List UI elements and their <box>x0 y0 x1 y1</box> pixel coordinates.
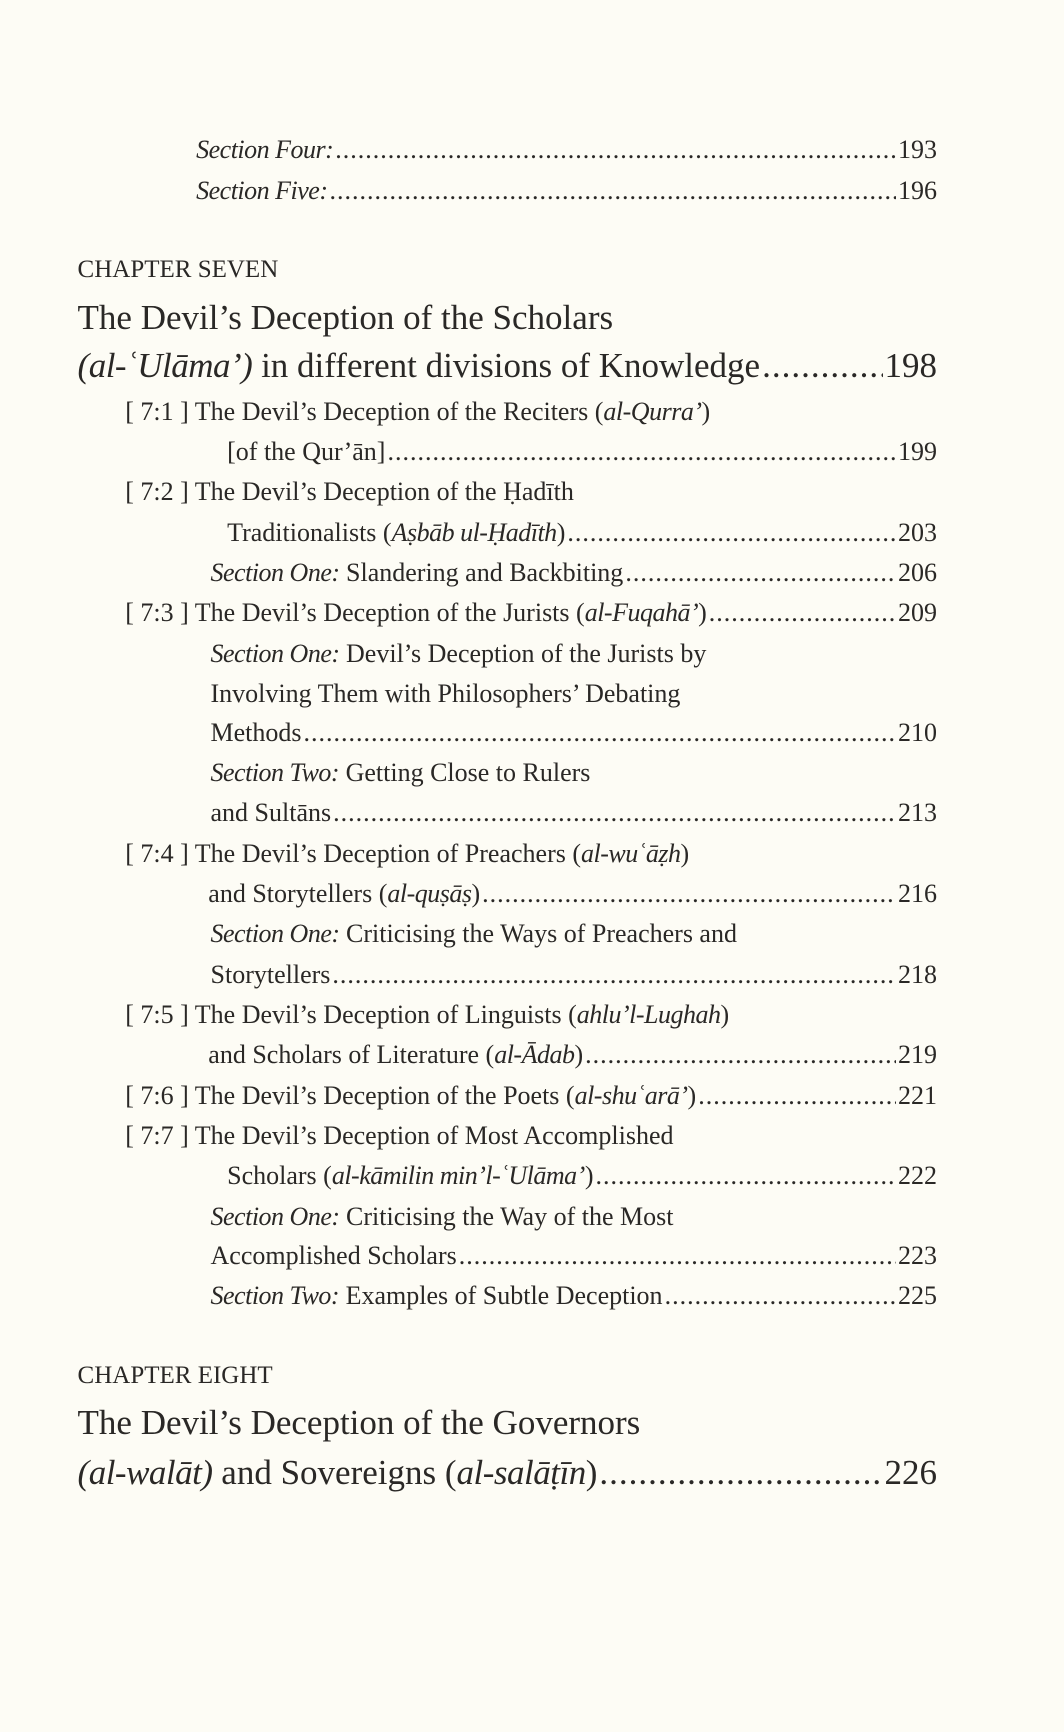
transliteration: Section Four: <box>196 134 334 164</box>
entry-text <box>211 917 737 951</box>
entry-text <box>211 1279 663 1313</box>
toc-entry <box>208 877 937 911</box>
transliteration: al-kāmilin min’l-ʿUlāma’ <box>331 1160 585 1190</box>
toc-entry <box>211 756 591 790</box>
page-number: 198 <box>884 345 937 385</box>
text: The Devil’s Deception of the Governors <box>77 1402 641 1442</box>
dot-leader <box>387 435 896 469</box>
text: ) <box>585 1452 598 1492</box>
dot-leader <box>698 1079 896 1113</box>
entry-text <box>125 1079 696 1113</box>
toc-entry <box>211 1279 937 1313</box>
page-number: 203 <box>898 517 937 547</box>
page-number: 196 <box>898 175 937 205</box>
text: [ 7:2 ] The Devil’s Deception of the Ḥadīth <box>125 476 574 506</box>
entry-text <box>78 1359 273 1393</box>
page-number: 219 <box>898 1039 937 1069</box>
dot-leader <box>304 716 896 750</box>
dot-leader <box>599 1450 882 1496</box>
toc-entry <box>211 556 937 590</box>
text: Criticising the Way of the Most <box>339 1201 674 1231</box>
text: [ 7:3 ] The Devil’s Deception of the Jurists ( <box>125 597 585 627</box>
dot-leader <box>762 343 882 389</box>
chapter-title <box>78 295 614 341</box>
dot-leader <box>625 556 896 590</box>
toc-entry <box>196 133 937 167</box>
page-number: 199 <box>898 437 937 467</box>
toc-entry <box>196 174 937 208</box>
entry-text <box>78 295 614 341</box>
toc-entry <box>211 637 707 671</box>
entry-text <box>125 596 707 630</box>
transliteration: al-Fuqahā’ <box>584 597 699 627</box>
text: [ 7:4 ] The Devil’s Deception of Preachers ( <box>125 839 582 869</box>
text: Slandering and Backbiting <box>339 557 624 587</box>
transliteration: Section One: <box>210 1201 340 1231</box>
page-number: 206 <box>898 557 937 587</box>
entry-text <box>211 716 302 750</box>
toc-entry <box>211 1239 937 1273</box>
text: Scholars ( <box>227 1160 332 1190</box>
entry-text <box>211 677 681 711</box>
toc-entry <box>125 1119 673 1153</box>
toc-entry <box>227 516 937 550</box>
entry-text <box>125 395 710 429</box>
page-number: 222 <box>898 1160 937 1190</box>
text: Examples of Subtle Deception <box>339 1281 663 1311</box>
text: ) <box>680 839 690 869</box>
entry-text <box>78 1400 641 1446</box>
page-number: 226 <box>884 1452 937 1492</box>
toc-entry <box>211 796 937 830</box>
transliteration: Section One: <box>210 638 340 668</box>
chapter-label <box>78 1359 273 1393</box>
toc-entry <box>125 475 574 509</box>
transliteration: Section One: <box>210 557 340 587</box>
toc-entry <box>208 1038 937 1072</box>
transliteration: al-shuʿarā’ <box>574 1080 688 1110</box>
transliteration: Aṣbāb ul-Ḥadīth <box>391 517 557 547</box>
toc-entry <box>211 716 937 750</box>
toc-entry <box>125 395 710 429</box>
transliteration: ahlu’l-Lughah <box>576 999 721 1029</box>
toc-entry <box>227 1159 937 1193</box>
entry-text <box>196 174 327 208</box>
text: Storytellers <box>210 960 331 990</box>
entry-text <box>211 556 624 590</box>
toc-entry <box>125 837 689 871</box>
page-number: 213 <box>898 798 937 828</box>
dot-leader <box>596 1159 896 1193</box>
transliteration: Section Five: <box>196 175 328 205</box>
chapter-title <box>78 1400 641 1446</box>
page-number: 225 <box>898 1281 937 1311</box>
entry-text <box>208 877 480 911</box>
entry-text <box>227 1159 593 1193</box>
transliteration: al-quṣāṣ <box>387 879 472 909</box>
dot-leader <box>329 174 896 208</box>
entry-text <box>125 837 689 871</box>
entry-text <box>125 1119 673 1153</box>
text: ) <box>584 1160 594 1190</box>
page-number: 218 <box>898 960 937 990</box>
toc-entry <box>211 1200 674 1234</box>
entry-text <box>227 435 385 469</box>
text: Traditionalists ( <box>227 517 392 547</box>
toc-entry <box>125 596 937 630</box>
text: and Storytellers ( <box>208 879 388 909</box>
dot-leader <box>709 596 896 630</box>
text: ) <box>698 597 707 627</box>
text: ) <box>687 1080 697 1110</box>
text: Methods <box>210 718 302 748</box>
text: Getting Close to Rulers <box>339 758 591 788</box>
entry-text <box>211 796 332 830</box>
text: in different divisions of Knowledge <box>252 345 761 385</box>
text: Involving Them with Philosophers’ Debating <box>210 678 681 708</box>
toc-entry <box>125 998 729 1032</box>
chapter-label <box>78 253 279 287</box>
page-number: 193 <box>898 134 937 164</box>
text: ) <box>574 1039 584 1069</box>
text: ) <box>471 879 481 909</box>
entry-text <box>125 998 729 1032</box>
text: ) <box>720 999 730 1029</box>
text: Criticising the Ways of Preachers and <box>339 919 737 949</box>
text: [ 7:6 ] The Devil’s Deception of the Poets ( <box>125 1080 575 1110</box>
entry-text <box>125 475 574 509</box>
entry-text <box>211 1200 674 1234</box>
text: [ 7:7 ] The Devil’s Deception of Most Accomplished <box>125 1120 674 1150</box>
entry-text <box>78 343 761 389</box>
entry-text <box>211 637 707 671</box>
entry-text <box>211 958 331 992</box>
transliteration: al-wuʿāẓh <box>581 839 681 869</box>
text: ) <box>556 517 566 547</box>
text: Accomplished Scholars <box>210 1241 457 1271</box>
text: ) <box>701 397 711 427</box>
transliteration: al-Qurra’ <box>603 397 702 427</box>
text: and Scholars of Literature ( <box>208 1039 495 1069</box>
toc-entry <box>125 1079 937 1113</box>
text: [ 7:5 ] The Devil’s Deception of Linguists ( <box>125 999 577 1029</box>
page-number: 223 <box>898 1241 937 1271</box>
entry-text <box>227 516 565 550</box>
toc-entry <box>211 917 737 951</box>
page-number: 221 <box>898 1080 937 1110</box>
transliteration: Section Two: <box>210 1281 340 1311</box>
entry-text <box>211 1239 457 1273</box>
page-number: 210 <box>898 718 937 748</box>
dot-leader <box>585 1038 896 1072</box>
chapter-title <box>78 1450 937 1496</box>
entry-text <box>196 133 333 167</box>
chapter-title <box>78 343 937 389</box>
text: CHAPTER SEVEN <box>77 256 279 284</box>
dot-leader <box>567 516 896 550</box>
transliteration: al-Ādab <box>494 1039 575 1069</box>
transliteration: (al-ʿUlāma’) <box>77 345 253 385</box>
page-number: 216 <box>898 879 937 909</box>
dot-leader <box>333 796 896 830</box>
entry-text <box>78 253 279 287</box>
toc-entry <box>227 435 937 469</box>
toc-entry <box>211 958 937 992</box>
text: Devil’s Deception of the Jurists by <box>339 638 707 668</box>
text: The Devil’s Deception of the Scholars <box>77 297 614 337</box>
transliteration: Section One: <box>210 919 340 949</box>
entry-text <box>211 756 591 790</box>
text: and Sovereigns ( <box>212 1452 457 1492</box>
entry-text <box>208 1038 583 1072</box>
text: [ 7:1 ] The Devil’s Deception of the Reciters ( <box>125 397 604 427</box>
dot-leader <box>482 877 896 911</box>
transliteration: (al-walāt) <box>77 1452 213 1492</box>
transliteration: al-salāṭīn <box>456 1452 586 1492</box>
entry-text <box>78 1450 598 1496</box>
dot-leader <box>335 133 896 167</box>
transliteration: Section Two: <box>210 758 340 788</box>
text: CHAPTER EIGHT <box>77 1362 273 1390</box>
dot-leader <box>332 958 896 992</box>
toc-entry <box>211 677 681 711</box>
dot-leader <box>665 1279 896 1313</box>
dot-leader <box>459 1239 896 1273</box>
text: and Sultāns <box>210 798 332 828</box>
page-number: 209 <box>898 597 937 627</box>
text: [of the Qur’ān] <box>227 437 386 467</box>
